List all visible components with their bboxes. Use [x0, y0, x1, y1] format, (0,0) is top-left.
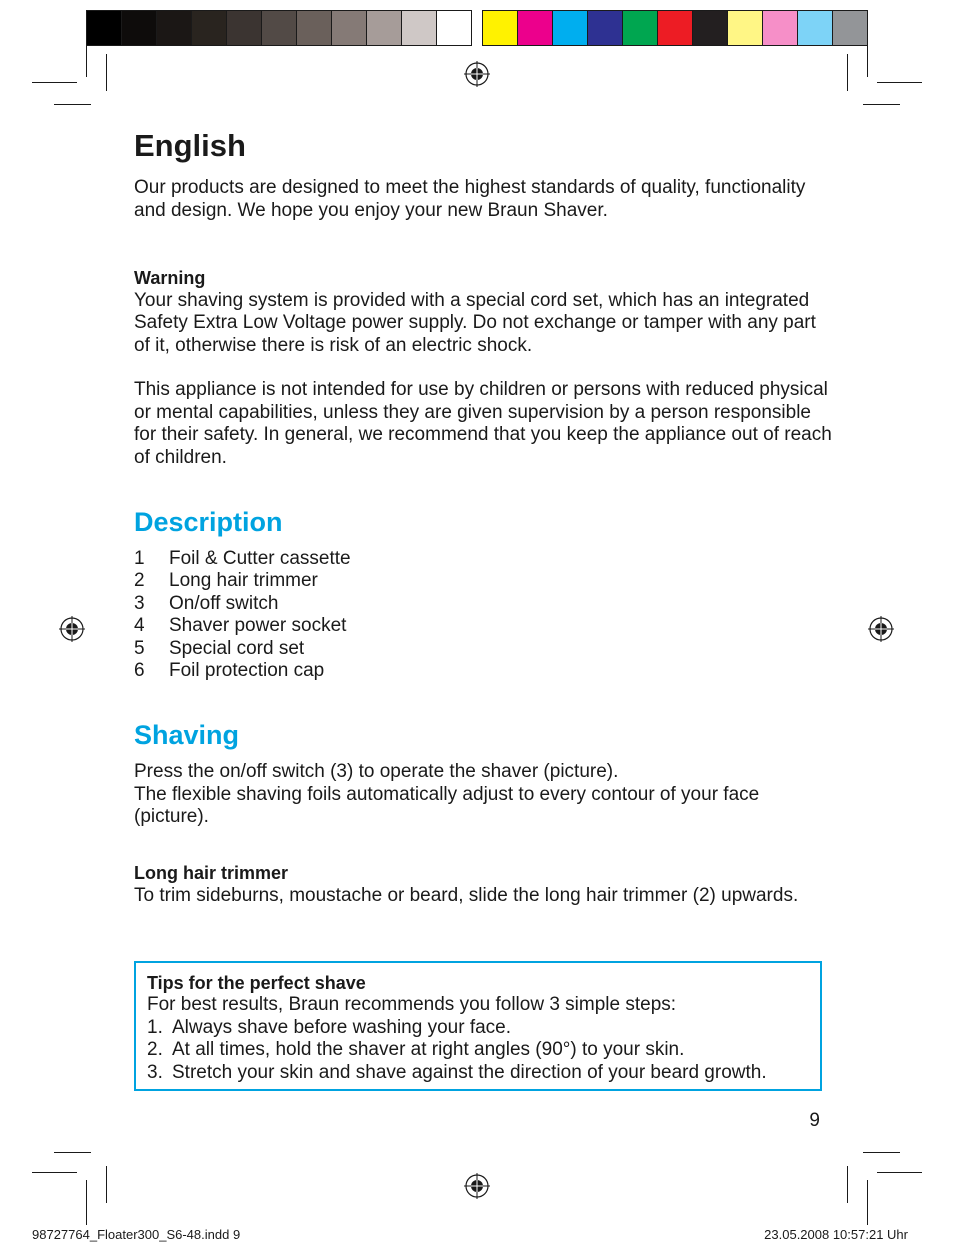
crop-mark	[86, 32, 87, 77]
grayscale-color-bar	[86, 10, 472, 46]
list-item: 2 Long hair trimmer	[134, 570, 318, 592]
color-swatch	[763, 11, 798, 45]
color-swatch	[157, 11, 192, 45]
crop-mark	[877, 1172, 922, 1173]
tips-box	[134, 961, 822, 1091]
color-swatch	[297, 11, 332, 45]
color-swatch	[262, 11, 297, 45]
crop-mark	[863, 104, 900, 105]
color-swatch	[437, 11, 471, 45]
tips-intro: For best results, Braun recommends you follow 3 simple steps:	[147, 994, 677, 1016]
trimmer-text: To trim sideburns, moustache or beard, slide the long hair trimmer (2) upwards.	[134, 884, 799, 906]
registration-mark-icon	[59, 616, 85, 642]
shaving-paragraph	[134, 761, 834, 829]
crop-mark	[877, 82, 922, 83]
crop-mark	[86, 1180, 87, 1225]
color-swatch	[728, 11, 763, 45]
color-swatch	[833, 11, 867, 45]
registration-mark-icon	[464, 61, 490, 87]
color-swatch	[122, 11, 157, 45]
footer-timestamp: 23.05.2008 10:57:21 Uhr	[764, 1227, 908, 1242]
crop-mark	[867, 32, 868, 77]
crop-mark	[32, 1172, 77, 1173]
list-item: 5 Special cord set	[134, 637, 305, 659]
trimmer-heading: Long hair trimmer	[134, 863, 289, 883]
color-swatch	[87, 11, 122, 45]
shaving-line-2: The flexible shaving foils automatically adjust to every contour of your face (picture).	[134, 783, 760, 828]
crop-mark	[32, 82, 77, 83]
page-number: 9	[809, 1110, 820, 1131]
description-list	[134, 548, 351, 682]
list-item: 1 Foil & Cutter cassette	[134, 548, 351, 569]
list-item: 4 Shaver power socket	[134, 615, 347, 637]
color-swatch	[192, 11, 227, 45]
color-swatch	[588, 11, 623, 45]
crop-mark	[106, 54, 107, 91]
color-swatch	[332, 11, 367, 45]
registration-mark-icon	[464, 1173, 490, 1199]
list-item: 1. Always shave before washing your face.	[147, 1016, 512, 1038]
list-item: 6 Foil protection cap	[134, 660, 325, 682]
color-swatch	[367, 11, 402, 45]
warning-heading: Warning	[134, 268, 206, 288]
crop-mark	[847, 1166, 848, 1203]
color-swatch	[798, 11, 833, 45]
color-swatch	[402, 11, 437, 45]
color-swatch	[483, 11, 518, 45]
registration-mark-icon	[868, 616, 894, 642]
crop-mark	[847, 54, 848, 91]
crop-mark	[54, 104, 91, 105]
trimmer-section	[134, 862, 834, 907]
warning-section	[134, 267, 834, 357]
color-swatch	[658, 11, 693, 45]
color-swatch	[693, 11, 728, 45]
description-heading: Description	[134, 507, 283, 537]
color-swatch	[623, 11, 658, 45]
list-item: 2. At all times, hold the shaver at right angles (90°) to your skin.	[147, 1039, 685, 1061]
crop-mark	[863, 1152, 900, 1153]
crop-mark	[867, 1180, 868, 1225]
crop-mark	[54, 1152, 91, 1153]
warning-text: Your shaving system is provided with a special cord set, which has an integrated Safety Extra Low Voltage power supply. Do not exchange or tamper with any part of it, otherwise there is risk of an electric shock.	[134, 289, 816, 356]
color-swatch	[227, 11, 262, 45]
page-title: English	[134, 128, 246, 163]
list-item: 3 On/off switch	[134, 592, 279, 614]
crop-mark	[106, 1166, 107, 1203]
footer-filename: 98727764_Floater300_S6-48.indd 9	[32, 1227, 241, 1242]
intro-paragraph: Our products are designed to meet the highest standards of quality, functionality and design. We hope you enjoy your new Braun Shaver.	[134, 177, 806, 221]
list-item: 3. Stretch your skin and shave against the direction of your beard growth.	[147, 1061, 767, 1083]
tips-heading: Tips for the perfect shave	[147, 973, 366, 993]
color-swatch	[518, 11, 553, 45]
process-color-bar	[482, 10, 868, 46]
shaving-line-1: Press the on/off switch (3) to operate the shaver (picture).	[134, 761, 619, 782]
color-swatch	[553, 11, 588, 45]
tips-steps	[147, 1017, 809, 1084]
children-warning-paragraph: This appliance is not intended for use by children or persons with reduced physical or mental capabilities, unless they are given supervision by a person responsible for their safety. In general, we recommend that you keep the appliance out of reach of children.	[134, 379, 832, 468]
shaving-heading: Shaving	[134, 720, 240, 750]
